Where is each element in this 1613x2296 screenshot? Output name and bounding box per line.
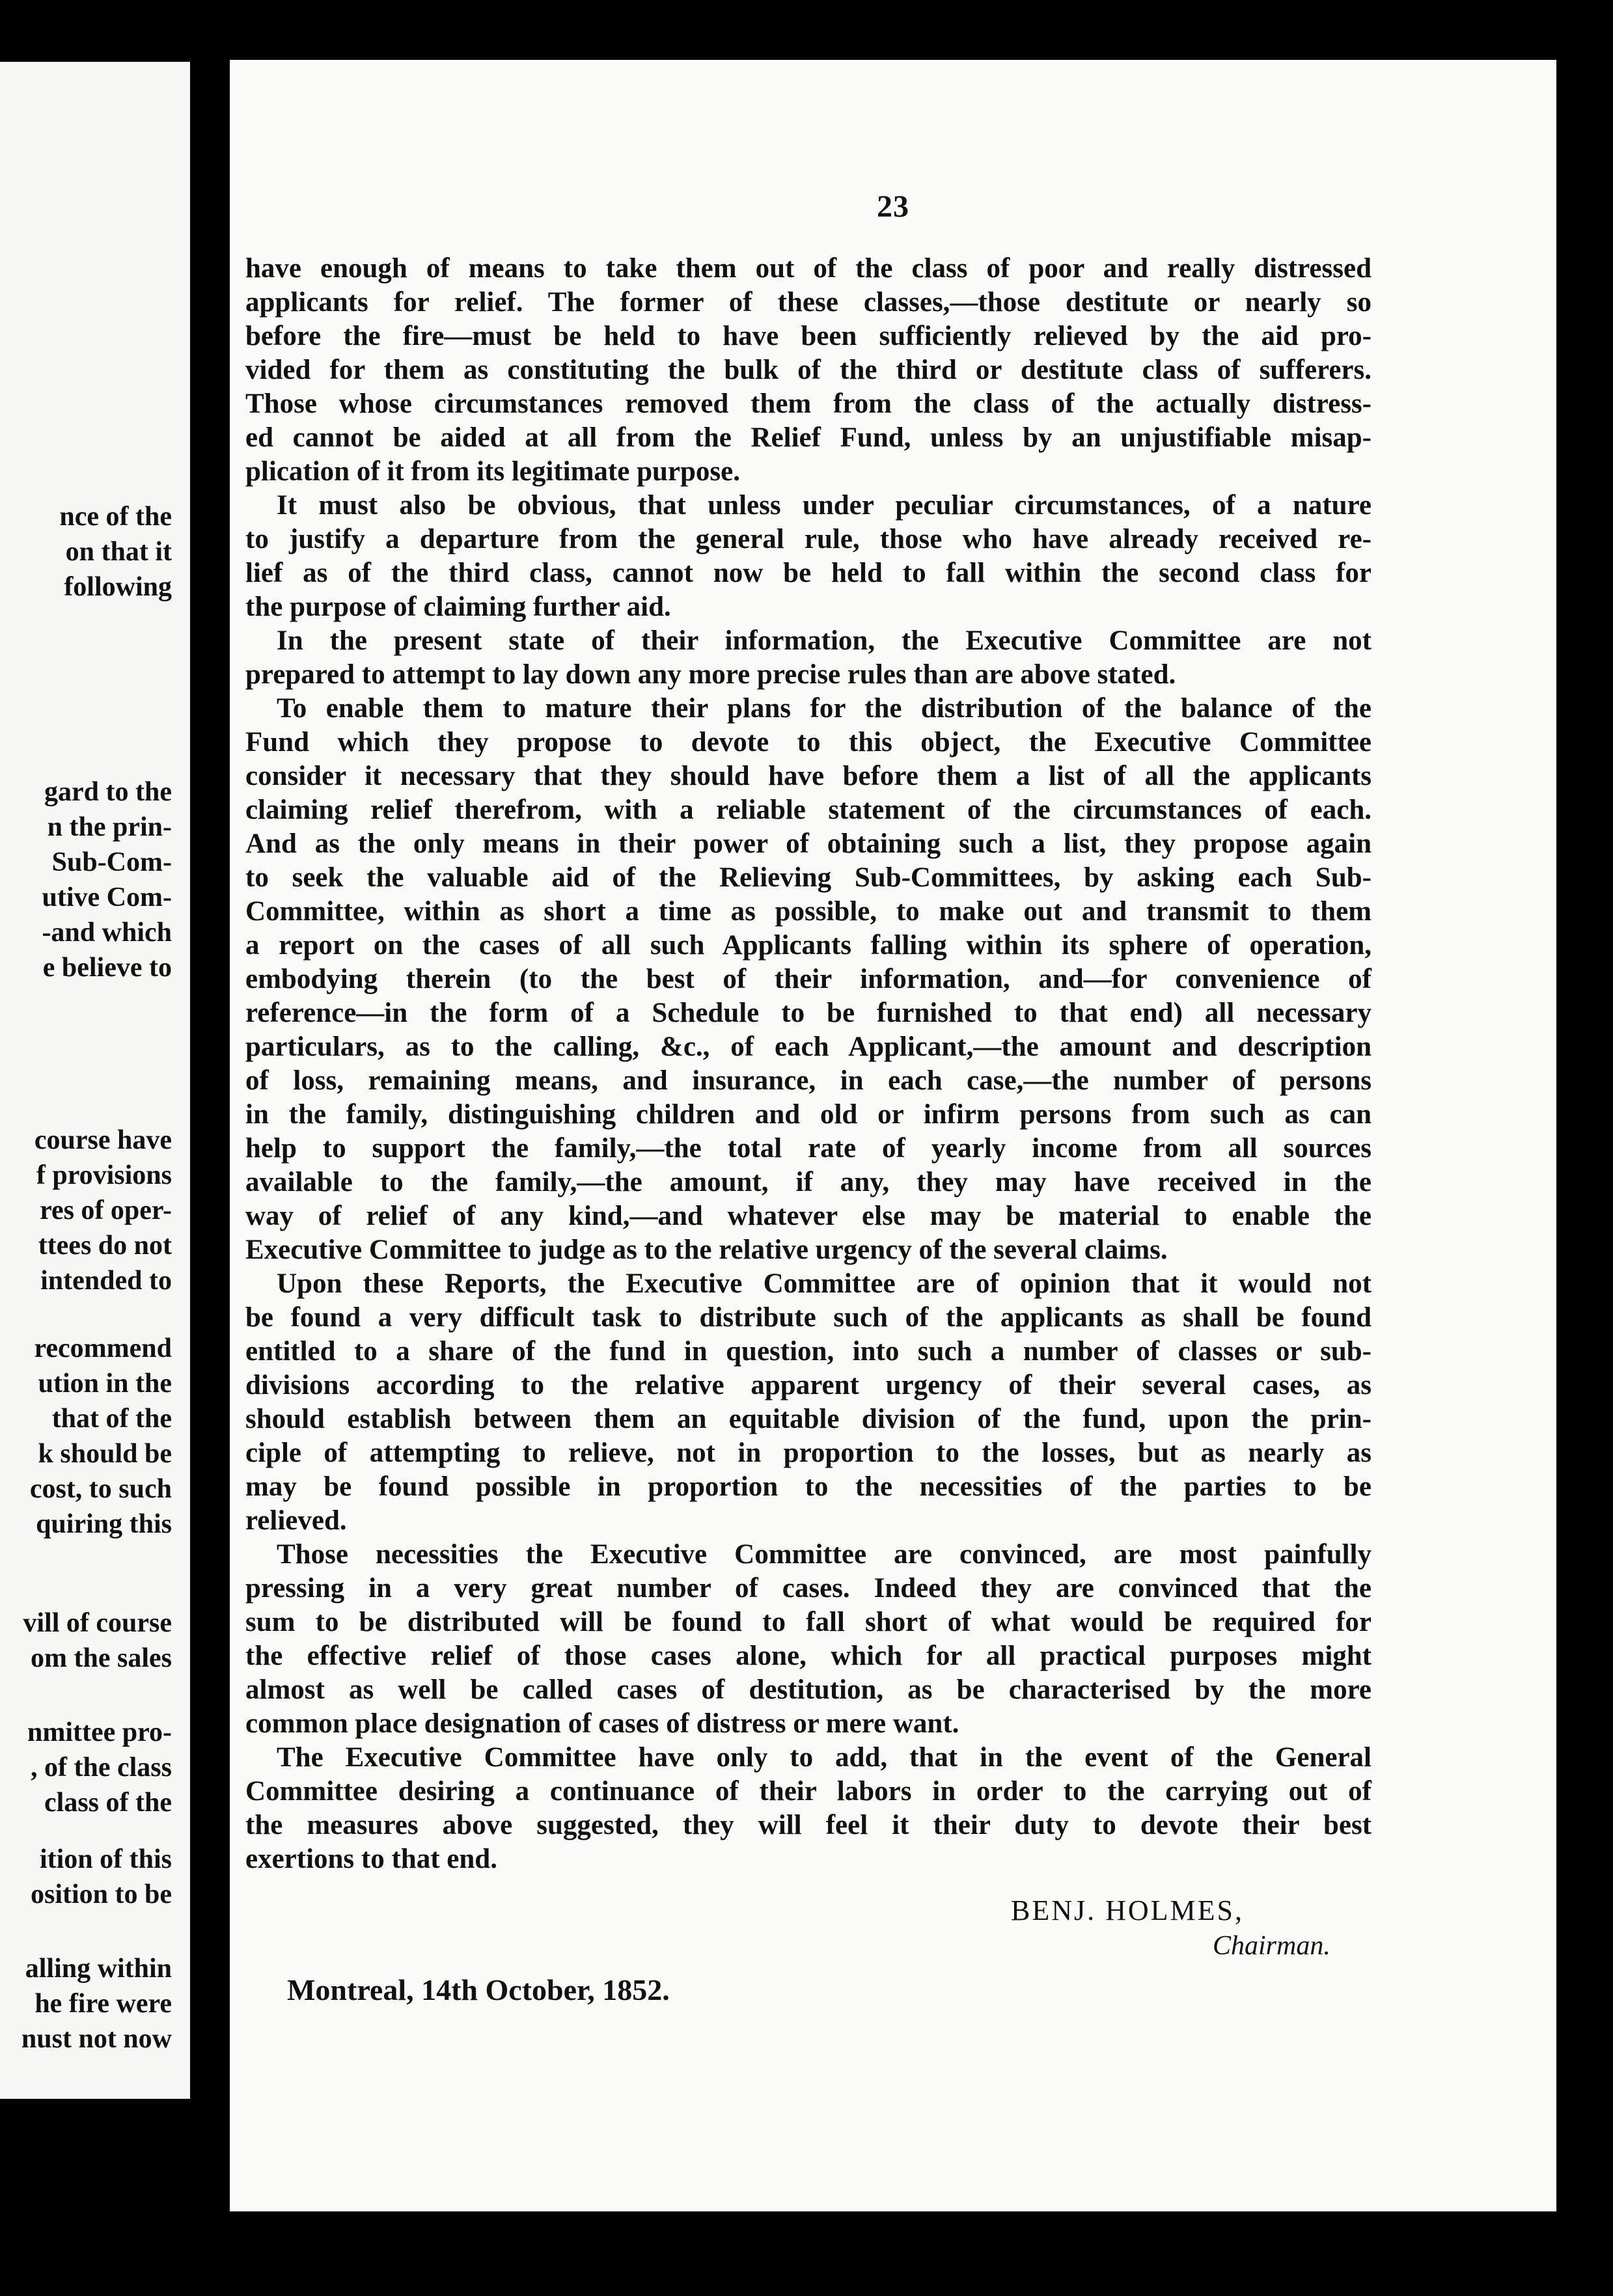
left-fragment-line: n the prin- <box>47 812 172 842</box>
left-fragment-line: vill of course <box>23 1608 172 1638</box>
left-fragment-line: class of the <box>44 1788 172 1818</box>
left-fragment-6 <box>27 1715 172 1820</box>
text-line: consider it necessary that they should have before them a list of all the applicants <box>245 761 1372 791</box>
text-line: The Executive Committee have only to add, that in the event of the General <box>277 1742 1372 1773</box>
left-fragment-line: f provisions <box>36 1160 172 1190</box>
left-fragment-3 <box>34 1123 172 1298</box>
paragraph <box>245 692 1372 1267</box>
text-line: In the present state of their information, the Executive Committee are not <box>277 625 1372 656</box>
text-line: may be found possible in proportion to the necessities of the parties to be <box>245 1471 1372 1502</box>
text-line: particulars, as to the calling, &c., of each Applicant,—the amount and description <box>245 1032 1372 1062</box>
left-fragment-line: course have <box>34 1125 172 1155</box>
left-fragment-8 <box>21 1951 172 2057</box>
text-line: available to the family,—the amount, if any, they may have received in the <box>245 1167 1372 1197</box>
text-line: To enable them to mature their plans for the distribution of the balance of the <box>277 693 1372 724</box>
left-fragment-line: recommend <box>34 1333 172 1363</box>
left-facing-page <box>0 62 190 2099</box>
text-line: have enough of means to take them out of the class of poor and really distressed <box>245 253 1372 284</box>
text-line: exertions to that end. <box>245 1844 497 1874</box>
left-fragment-7 <box>31 1842 172 1912</box>
left-fragment-line: quiring this <box>36 1509 172 1539</box>
text-line: Executive Committee to judge as to the relative urgency of the several claims. <box>245 1235 1168 1265</box>
left-fragment-line: , of the class <box>31 1753 172 1783</box>
text-line: Those necessities the Executive Committee are convinced, are most painfully <box>277 1539 1372 1570</box>
left-fragment-line: ution in the <box>38 1369 172 1399</box>
text-line: sum to be distributed will be found to fall short of what would be required for <box>245 1607 1372 1637</box>
text-line: claiming relief therefrom, with a reliable statement of the circumstances of each. <box>245 795 1372 825</box>
text-line: prepared to attempt to lay down any more precise rules than are above stated. <box>245 659 1176 690</box>
text-line: of loss, remaining means, and insurance, in each case,—the number of persons <box>245 1065 1372 1096</box>
left-fragment-line: -and which <box>42 918 172 948</box>
text-line: vided for them as constituting the bulk of the third or destitute class of sufferers. <box>245 355 1372 385</box>
paragraph <box>245 252 1372 489</box>
left-fragment-line: res of oper- <box>40 1196 172 1225</box>
left-fragment-line: he fire were <box>34 1989 172 2019</box>
left-fragment-5 <box>23 1606 172 1676</box>
text-line: pressing in a very great number of cases. Indeed they are convinced that the <box>245 1573 1372 1604</box>
text-line: Committee desiring a continuance of their labors in order to the carrying out of <box>245 1776 1372 1807</box>
left-fragment-line: nmittee pro- <box>27 1717 172 1747</box>
text-line: ed cannot be aided at all from the Relief Fund, unless by an unjustifiable misap- <box>245 422 1372 453</box>
signature-name: BENJ. HOLMES, <box>1011 1894 1245 1926</box>
left-fragment-line: Sub-Com- <box>51 847 172 877</box>
left-fragment-line: utive Com- <box>42 882 172 912</box>
text-line: way of relief of any kind,—and whatever else may be material to enable the <box>245 1201 1372 1231</box>
text-line: entitled to a share of the fund in question, into such a number of classes or sub- <box>245 1336 1372 1367</box>
page-number: 23 <box>877 189 909 224</box>
text-line: reference—in the form of a Schedule to be furnished to that end) all necessary <box>245 998 1372 1028</box>
main-page <box>230 60 1556 2211</box>
text-line: the purpose of claiming further aid. <box>245 592 671 622</box>
text-line: lief as of the third class, cannot now be held to fall within the second class for <box>245 558 1372 588</box>
paragraph <box>245 489 1372 624</box>
paragraph <box>245 624 1372 692</box>
left-fragment-2 <box>42 774 172 985</box>
text-line: Those whose circumstances removed them from the class of the actually distress- <box>245 389 1372 419</box>
text-line: embodying therein (to the best of their information, and—for convenience of <box>245 964 1372 994</box>
left-fragment-line: om the sales <box>31 1643 172 1673</box>
signature-title: Chairman. <box>1213 1931 1330 1961</box>
place-date: Montreal, 14th October, 1852. <box>287 1973 670 2006</box>
left-fragment-line: gard to the <box>44 777 172 807</box>
text-line: Upon these Reports, the Executive Committee are of opinion that it would not <box>277 1268 1372 1299</box>
text-line: Committee, within as short a time as possible, to make out and transmit to them <box>245 896 1372 927</box>
text-line: a report on the cases of all such Applicants falling within its sphere of operation, <box>245 930 1372 961</box>
left-fragment-line: intended to <box>40 1266 172 1296</box>
left-fragment-line: that of the <box>51 1404 172 1434</box>
text-line: before the fire—must be held to have been sufficiently relieved by the aid pro- <box>245 321 1372 351</box>
left-fragment-line: cost, to such <box>29 1474 172 1504</box>
left-fragment-line: e believe to <box>42 953 172 983</box>
paragraph <box>245 1741 1372 1876</box>
left-fragment-line: ttees do not <box>38 1231 172 1261</box>
text-line: the measures above suggested, they will feel it their duty to devote their best <box>245 1810 1372 1840</box>
text-line: It must also be obvious, that unless under peculiar circumstances, of a nature <box>277 490 1372 521</box>
text-line: to justify a departure from the general rule, those who have already received re- <box>245 524 1372 554</box>
text-line: help to support the family,—the total rate of yearly income from all sources <box>245 1133 1372 1164</box>
left-fragment-line: following <box>64 572 172 602</box>
text-line: almost as well be called cases of destitution, as be characterised by the more <box>245 1674 1372 1705</box>
text-line: Fund which they propose to devote to this object, the Executive Committee <box>245 727 1372 758</box>
paragraph <box>245 1267 1372 1538</box>
text-line: be found a very difficult task to distribute such of the applicants as shall be found <box>245 1302 1372 1333</box>
left-fragment-line: nust not now <box>21 2024 172 2054</box>
text-line: applicants for relief. The former of these classes,—those destitute or nearly so <box>245 287 1372 318</box>
text-line: to seek the valuable aid of the Relieving Sub-Committees, by asking each Sub- <box>245 862 1372 893</box>
text-line: divisions according to the relative apparent urgency of their several cases, as <box>245 1370 1372 1401</box>
left-fragment-line: ition of this <box>39 1844 172 1874</box>
text-line: ciple of attempting to relieve, not in proportion to the losses, but as nearly as <box>245 1438 1372 1468</box>
left-fragment-line: nce of the <box>59 502 172 532</box>
text-line: in the family, distinguishing children and old or infirm persons from such as can <box>245 1099 1372 1130</box>
paragraph <box>245 1538 1372 1741</box>
text-line: common place designation of cases of distress or mere want. <box>245 1708 959 1739</box>
text-line: And as the only means in their power of obtaining such a list, they propose again <box>245 828 1372 859</box>
text-line: should establish between them an equitable division of the fund, upon the prin- <box>245 1404 1372 1434</box>
left-fragment-line: on that it <box>65 537 172 567</box>
text-line: relieved. <box>245 1505 347 1536</box>
left-fragment-line: k should be <box>38 1439 172 1469</box>
body-text <box>245 252 1372 1876</box>
left-fragment-4 <box>30 1331 172 1542</box>
text-line: plication of it from its legitimate purpose. <box>245 456 740 487</box>
left-fragment-line: alling within <box>25 1954 172 1984</box>
left-fragment-line: osition to be <box>30 1879 172 1909</box>
text-line: the effective relief of those cases alone, which for all practical purposes might <box>245 1641 1372 1671</box>
left-fragment-1 <box>59 499 172 605</box>
